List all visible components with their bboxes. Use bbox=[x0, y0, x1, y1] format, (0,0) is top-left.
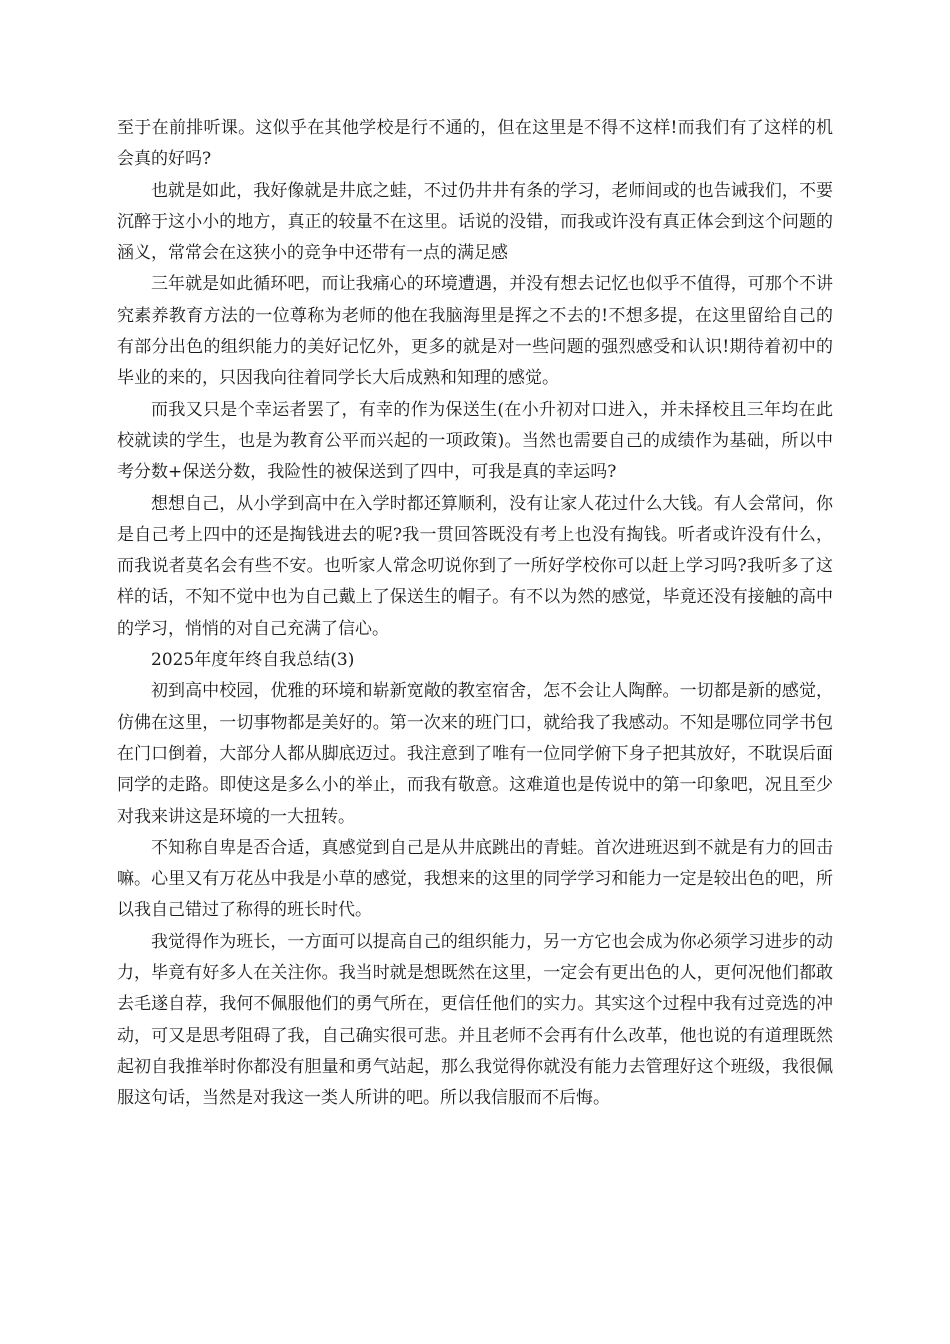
paragraph: 而我又只是个幸运者罢了，有幸的作为保送生(在小升初对口进入，并未择校且三年均在此校就读的学生，也是为教育公平而兴起的一项政策)。当然也需要自己的成绩作为基础，所以中考分数+保送分数，我险性的被保送到了四中，可我是真的幸运吗? bbox=[117, 399, 833, 483]
paragraph: 想想自己，从小学到高中在入学时都还算顺利，没有让家人花过什么大钱。有人会常问，你是自己考上四中的还是掏钱进去的呢?我一贯回答既没有考上也没有掏钱。听者或许没有什么，而我说者莫名会有些不安。也听家人常念叨说你到了一所好学校你可以赶上学习吗?我听多了这样的话，不知不觉中也为自己戴上了保送生的帽子。有不以为然的感觉，毕竟还没有接触的高中的学习，悄悄的对自己充满了信心。 bbox=[117, 493, 833, 639]
paragraph: 2025年度年终自我总结(3) bbox=[151, 650, 355, 671]
paragraph: 不知称自卑是否合适，真感觉到自己是从井底跳出的青蛙。首次进班迟到不就是有力的回击嘛。心里又有万花丛中我是小草的感觉，我想来的这里的同学学习和能力一定是较出色的吧，所以我自己错过了称得的班长时代。 bbox=[117, 837, 833, 921]
body-text bbox=[117, 113, 833, 1115]
paragraph: 我觉得作为班长，一方面可以提高自己的组织能力，另一方它也会成为你必须学习进步的动力，毕竟有好多人在关注你。我当时就是想既然在这里，一定会有更出色的人，更何况他们都敢去毛遂自荐，我何不佩服他们的勇气所在，更信任他们的实力。其实这个过程中我有过竞选的冲动，可又是思考阻碍了我，自己确实很可悲。并且老师不会再有什么改革，他也说的有道理既然起初自我推举时你都没有胆量和勇气站起，那么我觉得你就没有能力去管理好这个班级，我很佩服这句话，当然是对我这一类人所讲的吧。所以我信服而不后悔。 bbox=[117, 931, 833, 1109]
paragraph: 初到高中校园，优雅的环境和崭新宽敞的教室宿舍，怎不会让人陶醉。一切都是新的感觉，仿佛在这里，一切事物都是美好的。第一次来的班门口，就给我了我感动。不知是哪位同学书包在门口倒着，大部分人都从脚底迈过。我注意到了唯有一位同学俯下身子把其放好，不耽误后面同学的走路。即使这是多么小的举止，而我有敬意。这难道也是传说中的第一印象吧，况且至少对我来讲这是环境的一大扭转。 bbox=[117, 681, 833, 827]
paragraph: 至于在前排听课。这似乎在其他学校是行不通的，但在这里是不得不这样!而我们有了这样的机会真的好吗? bbox=[117, 118, 833, 170]
paragraph: 也就是如此，我好像就是井底之蛙，不过仍井井有条的学习，老师间或的也告诫我们，不要沉醉于这小小的地方，真正的较量不在这里。话说的没错，而我或许没有真正体会到这个问题的涵义，常常会在这狭小的竞争中还带有一点的满足感 bbox=[117, 180, 833, 264]
paragraph: 三年就是如此循环吧，而让我痛心的环境遭遇，并没有想去记忆也似乎不值得，可那个不讲究素养教育方法的一位尊称为老师的他在我脑海里是挥之不去的!不想多提，在这里留给自己的有部分出色的组织能力的美好记忆外，更多的就是对一些问题的强烈感受和认识!期待着初中的毕业的来的，只因我向往着同学长大后成熟和知理的感觉。 bbox=[117, 274, 833, 389]
